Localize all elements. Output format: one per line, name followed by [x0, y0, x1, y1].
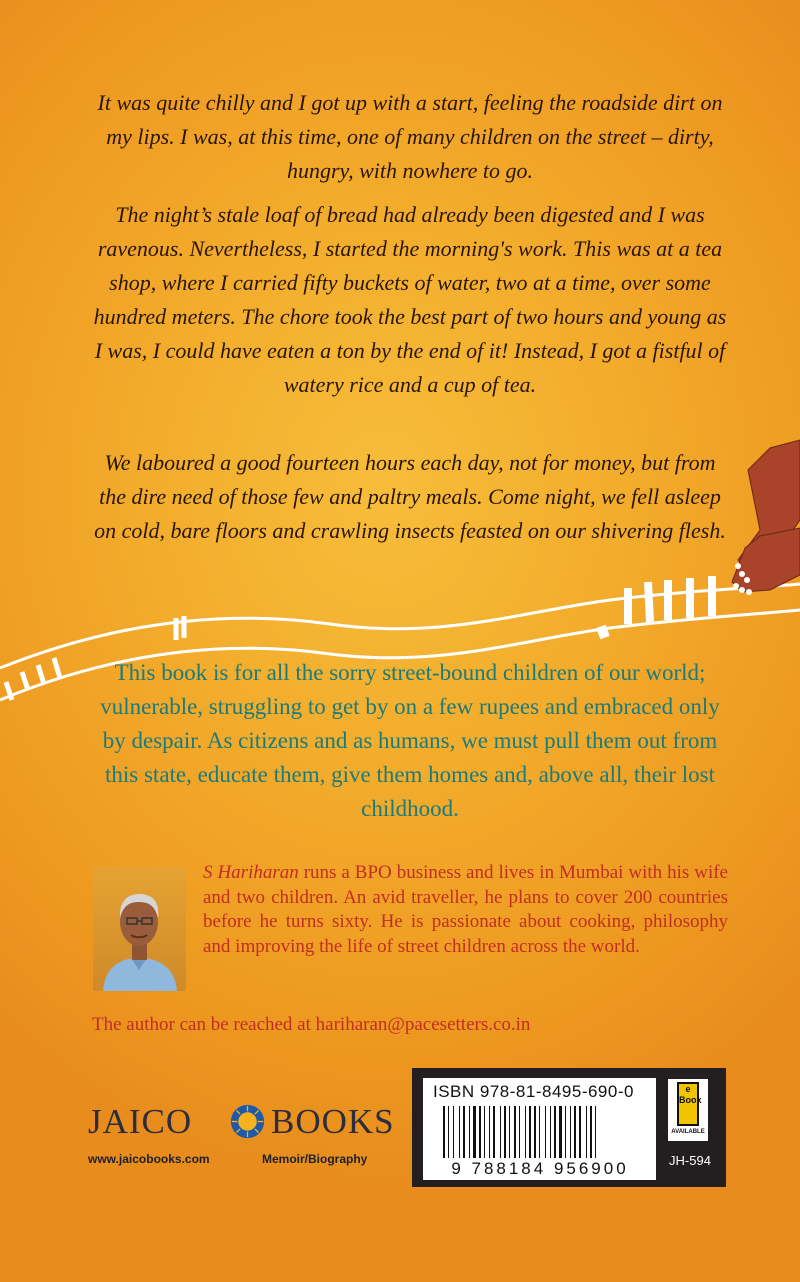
barcode-bar	[463, 1106, 465, 1164]
isbn-number: ISBN 978-81-8495-690-0	[433, 1082, 634, 1101]
barcode-bar	[554, 1106, 556, 1164]
barcode-bar	[539, 1106, 540, 1164]
barcode-bar	[514, 1106, 516, 1164]
blurb-paragraph-3: We laboured a good fourteen hours each day, not for money, but from the dire need of those few and paltry meals. Come night, we fell asleep on cold, bare floors and crawling insects feasted on our shivering flesh.	[94, 450, 726, 543]
barcode-bar	[504, 1106, 506, 1164]
track-sleepers-right	[628, 576, 712, 624]
barcode-bar	[529, 1106, 531, 1164]
barcode-bar	[534, 1106, 536, 1164]
blurb-paragraph-1: It was quite chilly and I got up with a start, feeling the roadside dirt on my lips. I was, at this time, one of many children on the street – dirty, hungry, with nowhere to go.	[97, 90, 723, 183]
author-bio	[203, 861, 728, 959]
book-message: This book is for all the sorry street-bound children of our world; vulnerable, struggling to get by on a few rupees and embraced only by despair. As citizens and as humans, we must pull them out from this state, educate them, give them homes and, above all, their lost childhood.	[100, 660, 720, 821]
ebook-badge	[668, 1079, 708, 1141]
barcode-bar	[489, 1106, 490, 1164]
publisher-block	[88, 1102, 395, 1172]
barcode-bar	[479, 1106, 481, 1164]
barcode-bar	[550, 1106, 551, 1164]
barcode-bar	[500, 1106, 501, 1164]
barcode-bar	[484, 1106, 485, 1164]
barcode-bar	[525, 1106, 526, 1164]
barcode-bar	[559, 1106, 562, 1164]
barcode-bar	[469, 1106, 470, 1164]
barcode-bar	[509, 1106, 510, 1164]
barcode	[429, 1106, 651, 1178]
product-code: JH-594	[669, 1153, 711, 1168]
barcode-bar	[545, 1106, 546, 1164]
barcode-bar	[590, 1106, 592, 1164]
barcode-bar	[443, 1106, 445, 1164]
barcode-bar	[579, 1106, 581, 1164]
ebook-label: AVAILABLE	[671, 1129, 705, 1135]
barcode-bar	[473, 1106, 476, 1164]
ebook-icon: e Book	[677, 1082, 699, 1126]
publisher-website: www.jaicobooks.com	[88, 1152, 210, 1166]
author-name: S Hariharan	[203, 862, 299, 883]
barcode-bar	[595, 1106, 596, 1164]
publisher-name-right: BOOKS	[271, 1102, 395, 1141]
barcode-bar	[493, 1106, 495, 1164]
barcode-bar	[570, 1106, 571, 1164]
barcode-area	[423, 1078, 656, 1180]
book-genre: Memoir/Biography	[262, 1152, 368, 1166]
isbn-panel	[412, 1068, 726, 1187]
barcode-bar	[519, 1106, 520, 1164]
publisher-name-left: JAICO	[88, 1102, 193, 1141]
blurb-paragraph-2: The night’s stale loaf of bread had already been digested and I was ravenous. Nevertheless, I started the morning's work. This was at a tea shop, where I carried fifty buckets of water, two at a time, over some hundred meters. The chore took the best part of two hours and young as I was, I could have eaten a ton by the end of it! Instead, I got a fistful of watery rice and a cup of tea.	[93, 202, 727, 397]
barcode-digits: 9 788184 956900	[451, 1159, 629, 1178]
barcode-bar	[574, 1106, 576, 1164]
author-contact: The author can be reached at hariharan@pacesetters.co.in	[92, 1014, 531, 1035]
barcode-bar	[453, 1106, 454, 1164]
barcode-bar	[565, 1106, 566, 1164]
barcode-bar	[586, 1106, 587, 1164]
barcode-bar	[459, 1106, 460, 1164]
author-bio-text: runs a BPO business and lives in Mumbai with his wife and two children. An avid traveller, he plans to cover 200 countries before he turns sixty. He is passionate about cooking, philosophy and improving the life of street children across the world.	[203, 862, 728, 957]
publisher-logo-icon	[229, 1103, 266, 1140]
author-photo	[93, 866, 186, 991]
feet-illustration	[732, 440, 800, 592]
barcode-bar	[448, 1106, 449, 1164]
